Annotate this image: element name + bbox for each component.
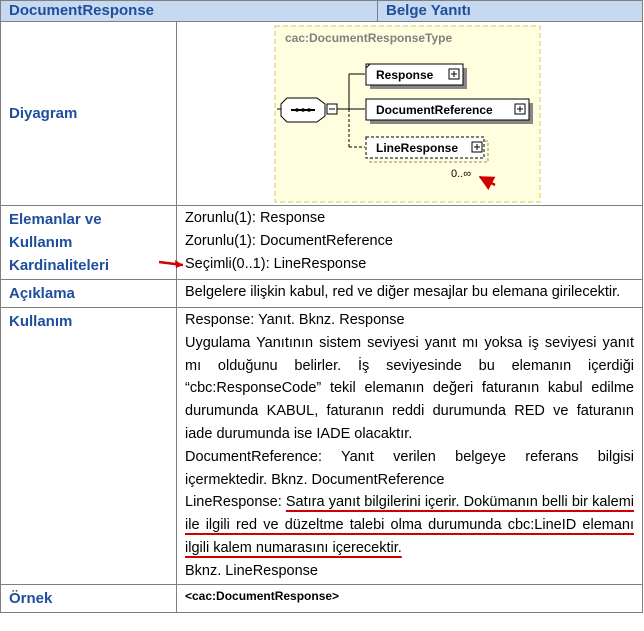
svg-text:Response: Response (376, 68, 434, 82)
annotation-arrow (157, 258, 187, 270)
example-row (1, 584, 643, 612)
diagram-row (1, 22, 643, 206)
description-row (1, 280, 643, 308)
highlighted-note: Satıra yanıt bilgilerini içerir. Dokümanın belli bir kalemi ile ilgili red ve düzeltme talebi olma durumunda cbc:LineID elemanı ilgili kalem numarasını içerecektir. (185, 494, 634, 556)
diagram-label: Diyagram (1, 22, 177, 206)
header-element-title: Belge Yanıtı (378, 1, 643, 22)
element-item-line-response: Seçimli(0..1): LineResponse (185, 255, 367, 272)
svg-text:DocumentReference: DocumentReference (376, 103, 493, 117)
element-item-document-reference: Zorunlu(1): DocumentReference (185, 232, 393, 249)
usage-row (1, 308, 643, 585)
type-name-label: cac:DocumentResponseType (285, 31, 453, 45)
header-element-name: DocumentResponse (1, 1, 378, 22)
document-reference-element-box (366, 99, 533, 124)
example-code: <cac:DocumentResponse> (177, 584, 643, 612)
header-row (1, 1, 643, 22)
description-text: Belgelere ilişkin kabul, red ve diğer mesajlar bu elemana girilecektir. (177, 280, 643, 308)
example-label: Örnek (1, 584, 177, 612)
elements-list (177, 206, 643, 280)
response-element-box (366, 64, 467, 89)
diagram-cell (177, 22, 643, 206)
description-label: Açıklama (1, 280, 177, 308)
usage-text: Response: Yanıt. Bknz. Response Uygulama Yanıtının sistem seviyesi yanıt mı yoksa iş seviyesi yanıt mı olduğunu belirler. İş seviyesinde bu elemanın içerdiği “cbc:ResponseCode” tekil elemanın değeri faturanın kabul edilme durumunda KABUL, faturanın reddi durumunda RED ve faturanın iade durumunda ise IADE olacaktır. DocumentReference: Yanıt verilen belgeye referans bilgisi içermektedir. Bknz. DocumentReference LineResponse: Satıra yanıt bilgilerini içerir. Dokümanın belli bir kalemi ile ilgili red ve düzeltme talebi olma durumunda cbc:LineID elemanı ilgili kalem numarasını içerecektir. Bknz. LineResponse (177, 308, 643, 585)
svg-text:LineResponse: LineResponse (376, 141, 459, 155)
cardinality-label: 0..∞ (451, 168, 472, 180)
elements-row (1, 206, 643, 280)
schema-diagram (177, 22, 643, 205)
usage-label: Kullanım (1, 308, 177, 585)
element-item-response: Zorunlu(1): Response (185, 210, 326, 226)
elements-label: Elemanlar ve Kullanım Kardinaliteleri (1, 206, 177, 280)
